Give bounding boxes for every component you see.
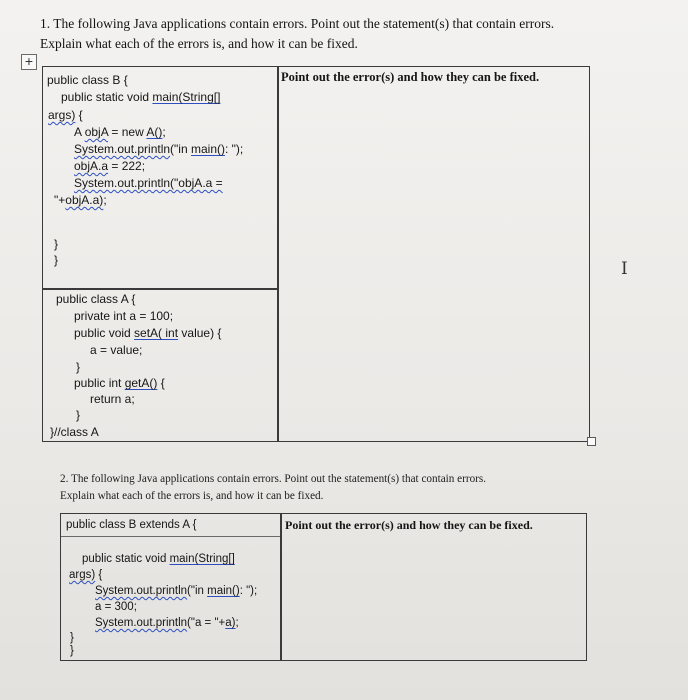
question-2-title-line-2: Explain what each of the errors is, and how it can be fixed.	[60, 490, 324, 502]
question-2-title-line-1: 2. The following Java applications contain errors. Point out the statement(s) that contain errors.	[60, 473, 487, 485]
code-line: System.out.println("objA.a =	[74, 176, 223, 190]
code-line: a = 300;	[95, 601, 137, 613]
code-line: public class A {	[56, 292, 136, 306]
code-line: a = value;	[90, 343, 143, 357]
table-column-divider	[277, 67, 279, 441]
table-move-handle-icon[interactable]: +	[21, 54, 37, 70]
code-line: }//class A	[50, 425, 99, 439]
question-2-answer-header: Point out the error(s) and how they can be fixed.	[285, 518, 533, 532]
code-line: }	[76, 360, 81, 374]
code-line: }	[54, 237, 59, 251]
table-column-divider	[280, 514, 282, 660]
code-line: public class B {	[47, 73, 128, 87]
code-line: public static void main(String[]	[82, 553, 235, 565]
question-1-answer-header: Point out the error(s) and how they can be fixed.	[281, 70, 540, 84]
table-resize-handle-icon[interactable]	[587, 437, 596, 446]
code-line: }	[70, 632, 74, 644]
question-2-code-header: public class B extends A {	[66, 519, 197, 531]
code-line: public void setA( int value) {	[74, 326, 222, 340]
question-1-title-line-2: Explain what each of the errors is, and how it can be fixed.	[40, 36, 358, 51]
code-line: "+objA.a);	[54, 193, 107, 207]
code-line: }	[54, 253, 59, 267]
code-line: return a;	[90, 392, 135, 406]
question-2-title	[60, 471, 620, 505]
table-row-divider	[61, 536, 280, 537]
code-line: args) {	[48, 108, 83, 122]
code-line: A objA = new A();	[74, 125, 166, 139]
code-line: }	[76, 408, 81, 422]
code-line: public static void main(String[]	[61, 90, 221, 104]
code-line: System.out.println("in main(): ");	[95, 585, 258, 597]
code-line: }	[70, 645, 74, 657]
code-line: System.out.println("a = "+a);	[95, 617, 239, 629]
code-line: private int a = 100;	[74, 309, 174, 323]
code-line: public int getA() {	[74, 376, 165, 390]
code-line: args) {	[69, 569, 103, 581]
text-cursor-icon: I	[621, 259, 628, 279]
table-row-divider	[43, 288, 277, 290]
question-1-title-line-1: 1. The following Java applications contain errors. Point out the statement(s) that contain errors.	[40, 16, 555, 31]
code-line: System.out.println("in main(): ");	[74, 142, 244, 156]
code-line: objA.a = 222;	[74, 159, 146, 173]
question-1-title	[40, 14, 660, 54]
